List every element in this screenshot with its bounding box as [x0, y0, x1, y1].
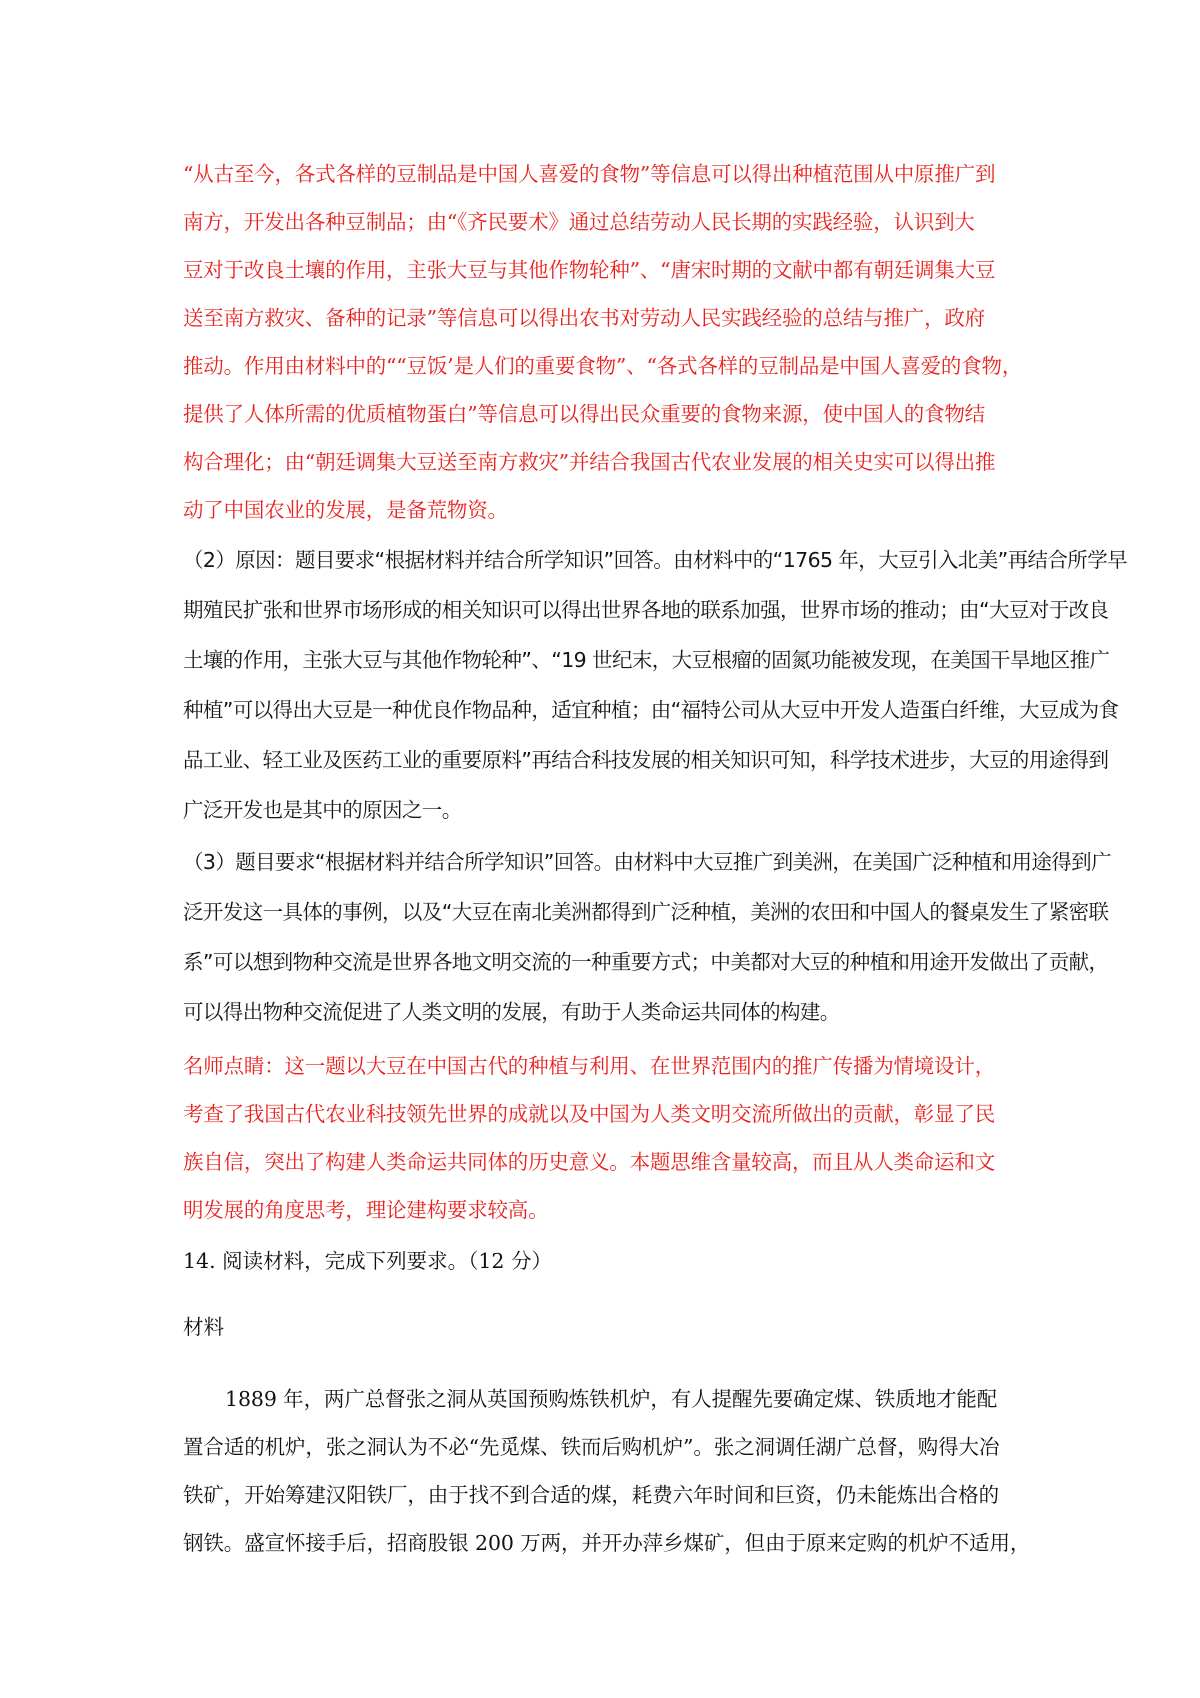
analysis-line: 豆对于改良土壤的作用，主张大豆与其他作物轮种”、“唐宋时期的文献中都有朝廷调集大豆	[183, 258, 996, 282]
analysis-line: 动了中国农业的发展，是备荒物资。	[183, 498, 508, 522]
question-14-title: 14. 阅读材料，完成下列要求。（12 分）	[183, 1249, 552, 1273]
teacher-tip-line: 明发展的角度思考，理论建构要求较高。	[183, 1198, 549, 1222]
material-line: 铁矿，开始筹建汉阳铁厂，由于找不到合适的煤，耗费六年时间和巨资，仍未能炼出合格的	[183, 1483, 999, 1507]
answer-2-line: 种植”可以得出大豆是一种优良作物品种，适宜种植；由“福特公司从大豆中开发人造蛋白纤维，大豆成为食	[183, 698, 1119, 722]
answer-3-line: 系”可以想到物种交流是世界各地文明交流的一种重要方式；中美都对大豆的种植和用途开发做出了贡献，	[183, 950, 1109, 974]
answer-2-line: 品工业、轻工业及医药工业的重要原料”再结合科技发展的相关知识可知，科学技术进步，大豆的用途得到	[183, 748, 1109, 772]
analysis-line: 南方，开发出各种豆制品；由“《齐民要术》通过总结劳动人民长期的实践经验，认识到大	[183, 210, 975, 234]
analysis-paragraph	[183, 150, 1028, 534]
material-line: 置合适的机炉，张之洞认为不必“先觅煤、铁而后购机炉”。张之洞调任湖广总督，购得大冶	[183, 1435, 1000, 1459]
material-label: 材料	[183, 1315, 224, 1339]
teacher-tip-paragraph	[183, 1042, 1028, 1234]
answer-3-line: 泛开发这一具体的事例，以及“大豆在南北美洲都得到广泛种植，美洲的农田和中国人的餐桌发生了紧密联	[183, 900, 1109, 924]
answer-2-line: 土壤的作用，主张大豆与其他作物轮种”、“19 世纪末，大豆根瘤的固氮功能被发现，在美国干旱地区推广	[183, 648, 1110, 672]
answer-3-line: （3）题目要求“根据材料并结合所学知识”回答。由材料中大豆推广到美洲，在美国广泛种植和用途得到广	[183, 850, 1111, 874]
answer-2-line: 期殖民扩张和世界市场形成的相关知识可以得出世界各地的联系加强，世界市场的推动；由“大豆对于改良	[183, 598, 1109, 622]
teacher-tip-line: 考查了我国古代农业科技领先世界的成就以及中国为人类文明交流所做出的贡献，彰显了民	[183, 1102, 995, 1126]
analysis-line: “从古至今，各式各样的豆制品是中国人喜爱的食物”等信息可以得出种植范围从中原推广到	[183, 162, 996, 186]
analysis-line: 推动。作用由材料中的““豆饭’是人们的重要食物”、“各式各样的豆制品是中国人喜爱的食物，	[183, 354, 1023, 378]
answer-3-line: 可以得出物种交流促进了人类文明的发展，有助于人类命运共同体的构建。	[183, 1000, 840, 1024]
answer-2-line: （2）原因：题目要求“根据材料并结合所学知识”回答。由材料中的“1765 年，大豆引入北美”再结合所学早	[183, 548, 1128, 572]
answer-3-paragraph	[183, 837, 1183, 1037]
material-paragraph	[183, 1375, 1031, 1567]
answer-2-paragraph	[183, 535, 1183, 835]
material-line: 钢铁。盛宣怀接手后，招商股银 200 万两，并开办萍乡煤矿，但由于原来定购的机炉不适用，	[183, 1531, 1031, 1555]
analysis-line: 提供了人体所需的优质植物蛋白”等信息可以得出民众重要的食物来源，使中国人的食物结	[183, 402, 985, 426]
teacher-tip-line: 名师点睛：这一题以大豆在中国古代的种植与利用、在世界范围内的推广传播为情境设计，	[183, 1054, 995, 1078]
analysis-line: 送至南方救灾、备种的记录”等信息可以得出农书对劳动人民实践经验的总结与推广，政府	[183, 306, 985, 330]
teacher-tip-line: 族自信，突出了构建人类命运共同体的历史意义。本题思维含量较高，而且从人类命运和文	[183, 1150, 995, 1174]
analysis-line: 构合理化；由“朝廷调集大豆送至南方救灾”并结合我国古代农业发展的相关史实可以得出推	[183, 450, 996, 474]
material-line: 1889 年，两广总督张之洞从英国预购炼铁机炉，有人提醒先要确定煤、铁质地才能配	[225, 1387, 998, 1411]
answer-2-line: 广泛开发也是其中的原因之一。	[183, 798, 462, 822]
